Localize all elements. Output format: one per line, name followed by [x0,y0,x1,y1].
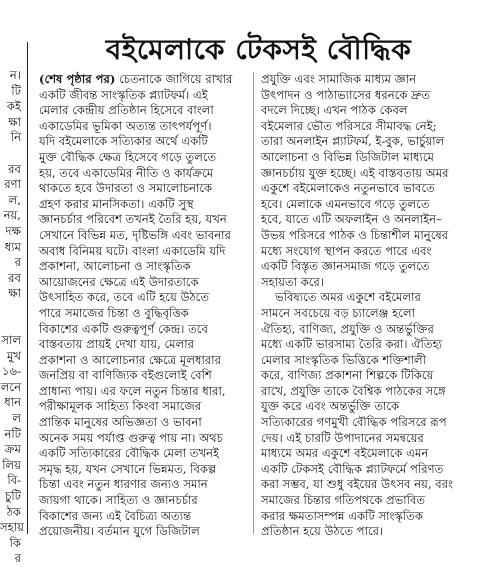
text-line: ঐতিহ্য, বাণিজ্য, প্রযুক্তি ও অন্তর্ভুক্তির [261,321,434,336]
text-line: সেখানে বিভিন্ন মত, দৃষ্টিভঙ্গি এবং ভাবনার [39,227,231,242]
text-line: পরীক্ষামূলক সাহিত্য কিংবা সমাজের [39,399,202,414]
fragment-line: চুটি [5,489,21,504]
text-line: আয়োজনের ক্ষেত্রে এই উদারতাকে [39,274,199,289]
text-line: জ্ঞানচর্চায় যুক্ত হচ্ছে। এই বাস্তবতায় অমর [261,165,449,180]
column-divider-left [27,42,28,534]
text-line: সমৃদ্ধ হয়, যখন সেখানে ভিন্নমত, বিকল্প [39,461,217,476]
text-line: প্রয়োজনীয়। বর্তমান যুগে ডিজিটাল [39,524,200,539]
text-line: একটি টেকসই বৌদ্ধিক প্ল্যাটফর্মে পরিণত [261,461,444,476]
fragment-line: লিয় [2,457,21,472]
fragment-line: ক্রম [4,442,21,457]
text-line: উভয় পরিসরে পাঠক ও চিন্তাশীল মানুষের [261,227,449,242]
text-line: একটি বিস্তৃত জ্ঞানসমাজ গড়ে তুলতে [261,259,430,274]
fragment-line: টি [11,83,21,98]
adjacent-column-fragment [0,68,24,566]
text-line: একাডেমির ভূমিকা অত্যন্ত তাৎপর্যপূর্ণ। [39,118,212,133]
text-line: সমাজের চিন্তার গতিপথকে প্রভাবিত [261,493,426,508]
text-line: (শেষ পৃষ্ঠার পর) চেতনাকে জাগিয়ে রাখার [39,72,233,86]
text-line: গ্রহণ করার মানসিকতা। একটি সুস্থ [39,196,194,211]
text-line: যদি বইমেলাকে সত্যিকার অর্থে একটি [39,134,208,149]
article-headline: বইমেলাকে টেকসই বৌদ্ধিক [105,33,412,66]
fragment-line: দক্ষ [5,223,21,238]
fragment-line: নটি [4,426,21,441]
fragment-line: ক্ষা [8,114,21,129]
fragment-line: ক্ষা [8,286,21,301]
text-line: প্রান্তিক মানুষের অভিজ্ঞতা ও ভাবনা [39,415,202,430]
text-line: যুক্ত করে এবং অন্তর্ভুক্তি তাকে [261,399,400,414]
text-line: করার ক্ষমতাসম্পন্ন একটি সাংস্কৃতিক [261,508,423,523]
text-line: মধ্যে সংযোগ স্থাপন করতে পারে এবং [261,243,432,258]
text-line: মধ্যে একটি ভারসাম্য তৈরি করা। ঐতিহ্য [261,337,443,352]
fragment-line: সহায় [0,520,24,535]
text-line: প্রকাশনা, আলোচনা ও সাংস্কৃতিক [39,259,191,274]
text-line: জায়গা থাকে। সাহিত্য ও জ্ঞানচর্চার [39,493,198,508]
text-line: হবে। মেলাকে এমনভাবে গড়ে তুলতে [261,196,430,211]
text-line: মুক্ত বৌদ্ধিক ক্ষেত্র হিসেবে গড়ে তুলতে [39,149,217,164]
article-column-1 [39,72,248,539]
fragment-line [0,302,21,318]
fragment-line: ধান [4,395,21,410]
fragment-line: নয়, [3,208,21,223]
text-line: করে, বাণিজ্য প্রকাশনা শিল্পকে টিকিয়ে [261,368,434,383]
fragment-line: কি [9,535,21,550]
text-line: অনেক সময় পর্যাপ্ত গুরুত্ব পায় না। অথচ [39,430,223,445]
fragment-line: মুখ [6,348,21,363]
article-column-2 [261,72,477,539]
fragment-line: সাল [1,333,21,348]
text-line: বাস্তবতায় প্রায়ই দেখা যায়, মেলার [39,337,194,352]
text-line: হবে, যাতে এটি অফলাইন ও অনলাইন– [261,212,442,227]
text-line: আলোচনা ও বিভিন্ন ডিজিটাল মাধ্যমে [261,149,434,164]
text-line: প্রকাশনা ও আলোচনার ক্ষেত্রে মূলধারার [39,352,221,367]
fragment-line: ঠক [6,504,21,519]
continuation-marker: (শেষ পৃষ্ঠার পর) [39,72,116,86]
text-line: বদলে দিচ্ছে। এখন পাঠক কেবল [261,103,408,118]
text-line: জ্ঞানচর্চার পরিবেশ তখনই তৈরি হয়, যখন [39,212,227,227]
text-line: হয়, তবে একাডেমির নীতি ও কার্যক্রমে [39,165,214,180]
text-line: দেয়। এই চারটি উপাদানের সমন্বয়ের [261,430,424,445]
fragment-line: রব [8,270,21,285]
text-line: থাকতে হবে উদারতা ও সমালোচনাকে [39,181,213,196]
text-line: বইমেলার ভৌত পরিসরে সীমাবদ্ধ নেই; [261,118,437,133]
text-line: উৎপাদন ও পাঠাভ্যাসের ধরনকে দ্রুত [261,87,431,102]
fragment-line: ল [12,411,21,426]
fragment-line: র [14,255,21,270]
fragment-line: রব [8,161,21,176]
fragment-line: লনে [0,379,21,394]
fragment-line: কই [6,99,21,114]
fragment-line [0,318,21,334]
fragment-line: র [14,551,21,566]
text-line: উৎসাহিত করে, তবে এটি হয়ে উঠতে [39,290,210,305]
fragment-line: ধ্যম [4,239,21,254]
text-line: সামনে সবচেয়ে বড় চ্যালেঞ্জ হলো [261,305,415,320]
fragment-line: বি- [7,473,21,488]
text-line: করা সম্ভব, যা শুধু বইয়ের উৎসব নয়, বরং [261,477,454,492]
text-line: প্রতিষ্ঠান হয়ে উঠতে পারে। [261,524,384,539]
text-line: প্রযুক্তি এবং সামাজিক মাধ্যম জ্ঞান [261,72,417,86]
fragment-line: ন। [9,68,21,82]
fragment-line: ল, [8,192,21,207]
text-line: মেলার কেন্দ্রীয় প্রতিষ্ঠান হিসেবে বাংলা [39,103,214,118]
text-line: একটি জীবন্ত সাংস্কৃতিক প্ল্যাটফর্ম। এই [39,87,208,102]
text-line: চিন্তা এবং নতুন ধারণার জন্যও সমান [39,477,208,492]
text-line: মেলার সাংস্কৃতিক ভিত্তিকে শক্তিশালী [261,352,427,367]
text-line: বিকাশের জন্য এই বৈচিত্র্য অত্যন্ত [39,508,192,523]
text-line: একুশে বইমেলাকেও নতুনভাবে ভাবতে [261,181,435,196]
text-line: সহায়তা করে। [261,274,324,289]
text-line: পারে সমাজের চিন্তা ও বুদ্ধিবৃত্তিক [39,305,189,320]
column-divider-middle [253,72,254,534]
text-line: প্রাধান্য পায়। এর ফলে নতুন চিন্তার ধারা, [39,383,226,398]
fragment-line [0,146,21,162]
text-line: ভবিষ্যতে অমর একুশে বইমেলার [275,290,421,305]
text-line: জনপ্রিয় বা বাণিজ্যিক বইগুলোই বেশি [39,368,212,383]
text-line: বিকাশের একটি গুরুত্বপূর্ণ কেন্দ্র। তবে [39,321,208,336]
text-line: রাখে, প্রযুক্তি তাকে বৈশ্বিক পাঠকের সঙ্গে [261,383,446,398]
fragment-line: ১৬- [2,364,21,379]
fragment-line: নি [10,130,21,145]
text-line: সত্যিকারের গণমুখী বৌদ্ধিক পরিসরে রূপ [261,415,447,430]
text-line: একটি সত্যিকারের বৌদ্ধিক মেলা তখনই [39,446,220,461]
fragment-line: রণা [4,177,21,192]
text-line: অবাধ বিনিময় ঘটে। বাংলা একাডেমি যদি [39,243,226,258]
text-line: তারা অনলাইন প্ল্যাটফর্ম, ই-বুক, ভার্চুয়াল [261,134,445,149]
text-line: মাধ্যমে অমর একুশে বইমেলাকে এমন [261,446,429,461]
